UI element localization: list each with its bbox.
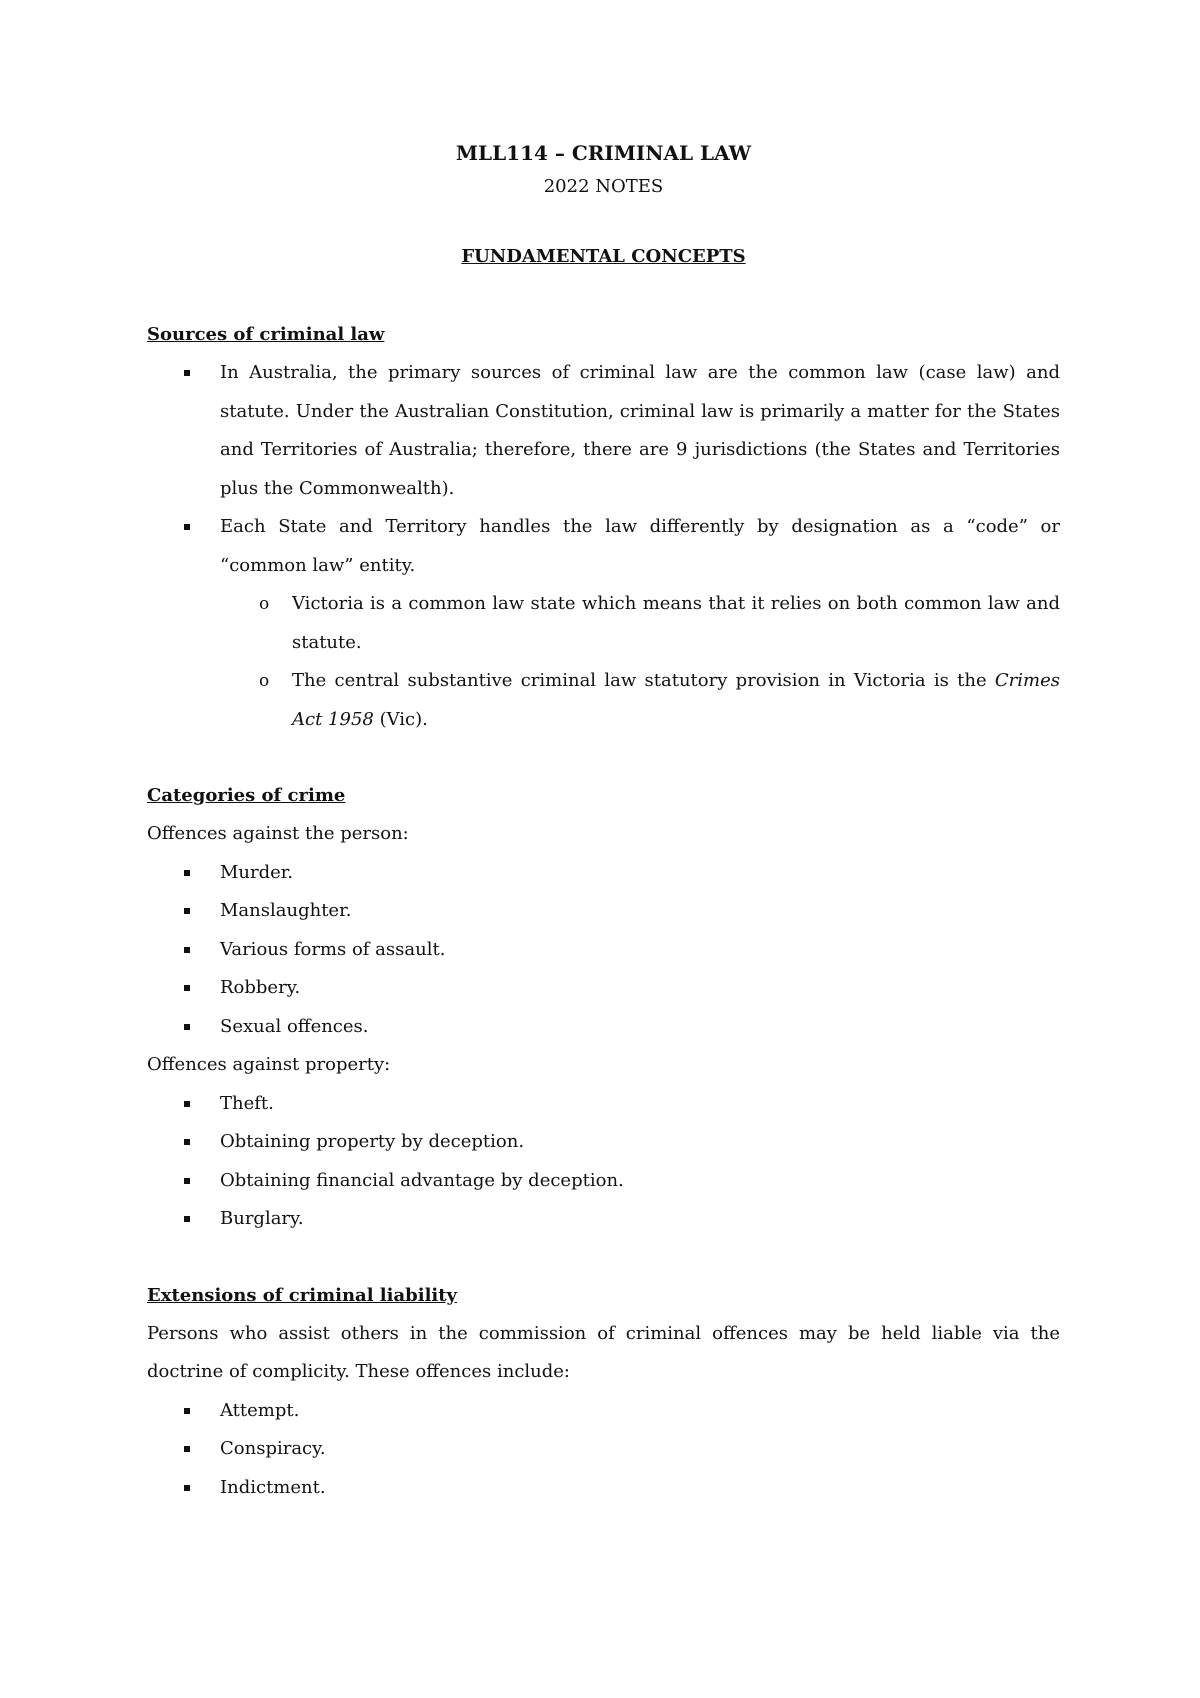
list-item-text: Attempt.: [220, 1399, 300, 1421]
list-item: [147, 1123, 1060, 1162]
list-item: [147, 892, 1060, 931]
document-title: MLL114 – CRIMINAL LAW: [455, 141, 752, 165]
sources-list: [147, 354, 1060, 739]
list-item: [147, 508, 1060, 739]
list-item-text: Various forms of assault.: [220, 938, 446, 960]
property-offences-list: [147, 1085, 1060, 1239]
list-item-text: Theft.: [220, 1092, 274, 1114]
square-bullet-icon: [184, 1139, 190, 1145]
square-bullet-icon: [184, 524, 190, 530]
sublist-item: [147, 585, 1060, 662]
section-heading-sources: Sources of criminal law: [147, 324, 385, 345]
list-item: [147, 1430, 1060, 1469]
list-item: [147, 354, 1060, 508]
sublist-item-text-pre: The central substantive criminal law statutory provision in Victoria is the: [292, 670, 995, 691]
list-item-text: Murder.: [220, 861, 294, 883]
section-heading-categories: Categories of crime: [147, 785, 346, 806]
list-item-text: Each State and Territory handles the law differently by designation as a “code” or “common law” entity.: [220, 516, 1060, 576]
square-bullet-icon: [184, 1216, 190, 1222]
list-item: [147, 1085, 1060, 1124]
list-item: [147, 1200, 1060, 1239]
square-bullet-icon: [184, 1408, 190, 1414]
square-bullet-icon: [184, 1178, 190, 1184]
document-page: [147, 138, 1060, 1507]
statute-name: Crimes Act 1958: [292, 670, 1060, 730]
person-offences-list: [147, 854, 1060, 1047]
sources-sublist: [220, 585, 1060, 739]
circle-bullet-icon: o: [259, 671, 270, 691]
list-item: [147, 969, 1060, 1008]
list-item: [147, 1008, 1060, 1047]
list-item-text: Robbery.: [220, 977, 301, 998]
list-item-text: Sexual offences.: [220, 1015, 369, 1037]
person-offences-label: Offences against the person:: [147, 823, 409, 844]
square-bullet-icon: [184, 1446, 190, 1452]
extensions-list: [147, 1392, 1060, 1508]
circle-bullet-icon: o: [259, 594, 270, 614]
list-item-text: Obtaining property by deception.: [220, 1131, 525, 1152]
list-item: [147, 1392, 1060, 1431]
list-item-text: Indictment.: [220, 1476, 326, 1498]
square-bullet-icon: [184, 985, 190, 991]
list-item-text: Burglary.: [220, 1208, 304, 1229]
sublist-item-text: Victoria is a common law state which means that it relies on both common law and statute.: [292, 593, 1060, 653]
square-bullet-icon: [184, 370, 190, 376]
extensions-paragraph: Persons who assist others in the commission of criminal offences may be held liable via the doctrine of complicity. These offences include:: [147, 1322, 1060, 1382]
list-item-text: Manslaughter.: [220, 900, 352, 921]
list-item: [147, 1469, 1060, 1508]
square-bullet-icon: [184, 947, 190, 953]
main-heading: FUNDAMENTAL CONCEPTS: [461, 246, 746, 267]
sublist-item: [147, 662, 1060, 739]
list-item: [147, 1162, 1060, 1201]
list-item: [147, 854, 1060, 893]
list-item-text: Obtaining financial advantage by deception.: [220, 1169, 624, 1191]
square-bullet-icon: [184, 1485, 190, 1491]
sublist-item-text-post: (Vic).: [373, 708, 428, 730]
list-item-text: Conspiracy.: [220, 1438, 326, 1459]
list-item: [147, 931, 1060, 970]
property-offences-label: Offences against property:: [147, 1054, 391, 1075]
list-item-text: In Australia, the primary sources of criminal law are the common law (case law) and statute. Under the Australian Constitution, criminal law is primarily a matter for the States and Territories of Australia; therefore, there are 9 jurisdictions (the States and Territories plus the Commonwealth).: [220, 362, 1060, 499]
document-subtitle: 2022 NOTES: [543, 176, 664, 197]
square-bullet-icon: [184, 1024, 190, 1030]
section-heading-extensions: Extensions of criminal liability: [147, 1284, 458, 1306]
square-bullet-icon: [184, 870, 190, 876]
square-bullet-icon: [184, 908, 190, 914]
square-bullet-icon: [184, 1101, 190, 1107]
